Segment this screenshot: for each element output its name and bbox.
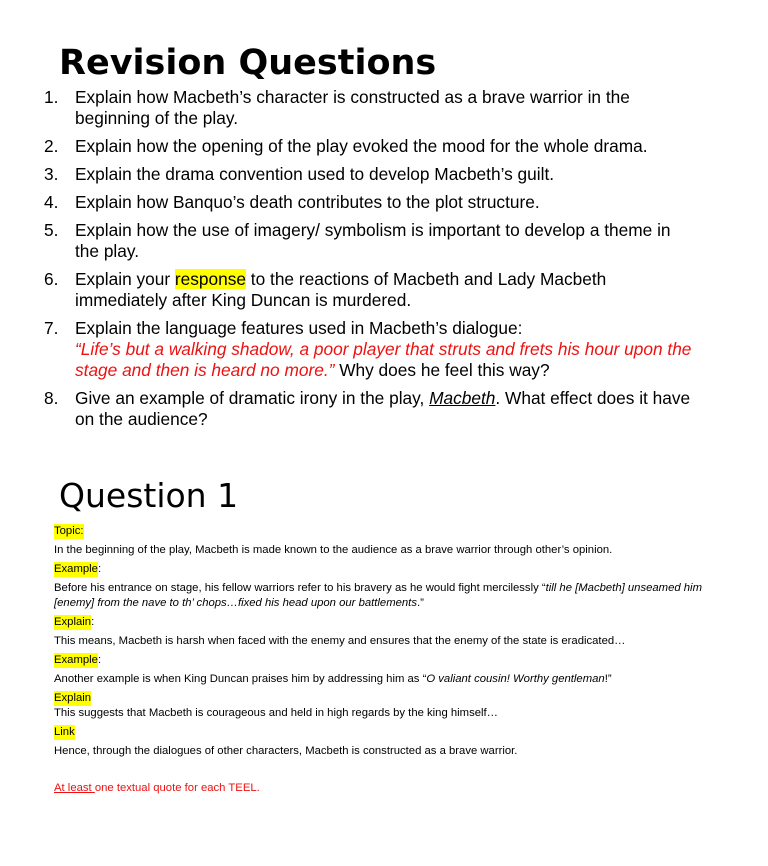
example-label: Example <box>54 563 98 575</box>
label-colon: : <box>91 616 95 628</box>
example-text-end: !” <box>604 673 612 685</box>
macbeth-quote: “Life’s but a walking shadow, a poor player that struts and frets his hour upon the stage and then is heard no more.” <box>75 339 692 380</box>
example-text-start: Before his entrance on stage, his fellow warriors refer to his bravery as he would fight mercilessly “ <box>54 582 546 594</box>
explain-text: This suggests that Macbeth is courageous and held in high regards by the king himself… <box>54 707 498 719</box>
link-label: Link <box>54 726 75 738</box>
question-number: 5. <box>44 220 59 240</box>
question-text-start: Give an example of dramatic irony in the play, <box>75 388 430 408</box>
question-text: Explain how Macbeth’s character is constructed as a brave warrior in the beginning of the play. <box>75 87 630 128</box>
question-item <box>44 220 694 262</box>
example-text <box>54 581 714 611</box>
explain-label: Explain <box>54 616 92 628</box>
note-text: one textual quote for each TEEL. <box>94 782 260 794</box>
question-item <box>44 192 694 213</box>
label-colon: : <box>97 654 102 666</box>
question-text-end: to the reactions of Macbeth and Lady Macbeth immediately after King Duncan is murdered. <box>75 269 607 310</box>
question-number: 6. <box>44 269 59 289</box>
question-number: 7. <box>44 318 59 338</box>
highlighted-word: response <box>174 269 246 289</box>
example-text-end: .” <box>416 597 424 609</box>
revision-questions-list <box>44 87 694 437</box>
question-text: Explain the language features used in Macbeth’s dialogue: <box>75 318 523 338</box>
explain-text: This means, Macbeth is harsh when faced with the enemy and ensures that the enemy of the state is eradicated… <box>54 635 626 647</box>
question-number: 8. <box>44 388 59 408</box>
question-text-end: . What effect does it have on the audience? <box>75 388 691 429</box>
topic-label: Topic: <box>54 525 84 537</box>
question-item <box>44 318 694 381</box>
question-text: Explain the drama convention used to develop Macbeth’s guilt. <box>75 164 555 184</box>
question-item <box>44 136 694 157</box>
question-text-end: Why does he feel this way? <box>334 360 550 380</box>
question-number: 4. <box>44 192 59 212</box>
question-item <box>44 87 694 129</box>
example-quote: O valiant cousin! Worthy gentleman <box>426 673 605 685</box>
teel-paragraph <box>54 524 714 796</box>
play-title: Macbeth <box>429 388 496 408</box>
label-colon: : <box>97 563 102 575</box>
example-label: Example <box>54 654 98 666</box>
example-text-start: Another example is when King Duncan praises him by addressing him as “ <box>54 673 427 685</box>
question-text: Explain how Banquo’s death contributes to the plot structure. <box>75 192 540 212</box>
explain-label: Explain <box>54 692 92 704</box>
question-number: 3. <box>44 164 59 184</box>
question-text: Explain how the use of imagery/ symbolism is important to develop a theme in the play. <box>75 220 671 261</box>
question-number: 2. <box>44 136 59 156</box>
quote-requirement-note <box>54 781 714 796</box>
page-title: Revision Questions <box>59 43 437 83</box>
topic-text: In the beginning of the play, Macbeth is made known to the audience as a brave warrior through other’s opinion. <box>54 544 613 556</box>
question-number: 1. <box>44 87 59 107</box>
question-text-start: Explain your <box>75 269 175 289</box>
note-emphasis: At least <box>54 782 95 794</box>
example-quote: till he [Macbeth] unseamed him [enemy] from the nave to th’ chops…fixed his head upon our battlements <box>54 582 702 609</box>
question-text: Explain how the opening of the play evoked the mood for the whole drama. <box>75 136 648 156</box>
question-item <box>44 269 694 311</box>
link-text: Hence, through the dialogues of other characters, Macbeth is constructed as a brave warrior. <box>54 745 518 757</box>
example-text <box>54 672 714 687</box>
section-title: Question 1 <box>59 476 239 515</box>
question-item <box>44 388 694 430</box>
question-item <box>44 164 694 185</box>
